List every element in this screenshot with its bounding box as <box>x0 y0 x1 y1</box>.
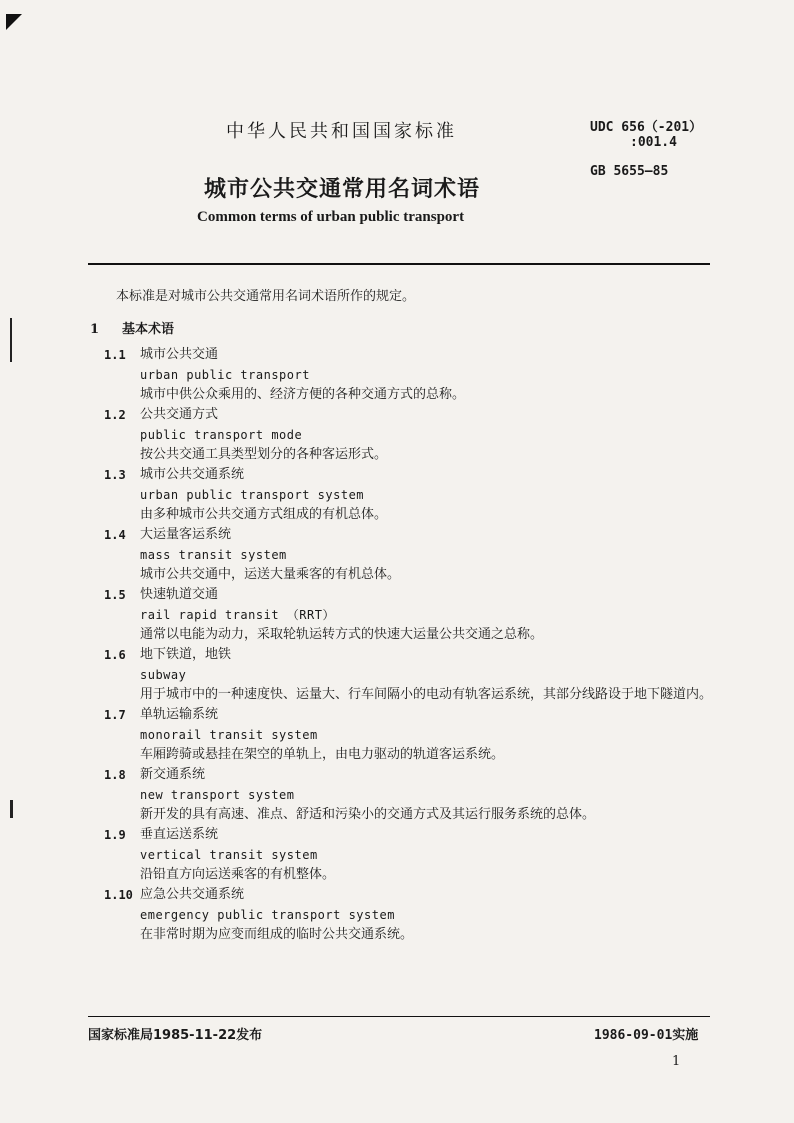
margin-mark <box>10 318 12 362</box>
section-number: 1 <box>90 322 100 337</box>
term-definition: 用于城市中的一种速度快、运量大、行车间隔小的电动有轨客运系统，其部分线路设于地下隧道内。 <box>140 687 713 702</box>
term-cn: 垂直运送系统 <box>140 827 219 842</box>
term-definition: 由多种城市公共交通方式组成的有机总体。 <box>140 507 388 522</box>
term-en: rail rapid transit （RRT） <box>140 608 335 622</box>
term-number: 1.10 <box>104 888 133 902</box>
national-standard-heading: 中华人民共和国国家标准 <box>226 121 457 142</box>
effective-date: 1986-09-01实施 <box>594 1028 699 1043</box>
term-cn: 快速轨道交通 <box>140 587 219 602</box>
term-number: 1.2 <box>104 408 126 422</box>
udc-line-1: UDC 656（-201） <box>590 120 703 135</box>
term-cn: 应急公共交通系统 <box>140 887 245 902</box>
term-number: 1.8 <box>104 768 126 782</box>
term-entry <box>104 645 714 705</box>
section-title: 基本术语 <box>122 322 175 337</box>
term-definition: 沿铅直方向运送乘客的有机整体。 <box>140 867 336 882</box>
term-cn: 城市公共交通系统 <box>140 467 245 482</box>
term-entry <box>104 825 714 885</box>
term-number: 1.6 <box>104 648 126 662</box>
page-number: 1 <box>672 1054 681 1069</box>
term-cn: 城市公共交通 <box>140 347 219 362</box>
term-number: 1.7 <box>104 708 126 722</box>
term-definition: 新开发的具有高速、准点、舒适和污染小的交通方式及其运行服务系统的总体。 <box>140 807 596 822</box>
term-number: 1.3 <box>104 468 126 482</box>
term-entry <box>104 705 714 765</box>
term-entry <box>104 885 714 945</box>
issue-date: 国家标准局1985-11-22发布 <box>88 1028 263 1043</box>
gb-number: GB 5655—85 <box>590 164 669 179</box>
intro-paragraph: 本标准是对城市公共交通常用名词术语所作的规定。 <box>116 289 416 304</box>
term-cn: 地下铁道，地铁 <box>140 647 232 662</box>
term-en: urban public transport <box>140 368 310 382</box>
document-title-en: Common terms of urban public transport <box>197 209 465 225</box>
udc-line-2: :001.4 <box>630 135 677 150</box>
term-entry <box>104 405 714 465</box>
term-en: vertical transit system <box>140 848 318 862</box>
term-definition: 在非常时期为应变而组成的临时公共交通系统。 <box>140 927 414 942</box>
term-cn: 单轨运输系统 <box>140 707 219 722</box>
term-en: mass transit system <box>140 548 287 562</box>
term-en: urban public transport system <box>140 488 365 502</box>
term-entry <box>104 765 714 825</box>
term-en: monorail transit system <box>140 728 318 742</box>
section-heading <box>90 318 174 337</box>
term-entry <box>104 345 714 405</box>
udc-code <box>590 120 702 150</box>
term-en: subway <box>140 668 187 682</box>
term-definition: 按公共交通工具类型划分的各种客运形式。 <box>140 447 388 462</box>
terms-list <box>104 345 714 945</box>
term-en: new transport system <box>140 788 295 802</box>
term-cn: 公共交通方式 <box>140 407 219 422</box>
term-definition: 通常以电能为动力，采取轮轨运转方式的快速大运量公共交通之总称。 <box>140 627 544 642</box>
term-entry <box>104 525 714 585</box>
term-entry <box>104 585 714 645</box>
term-definition: 城市中供公众乘用的、经济方便的各种交通方式的总称。 <box>140 387 466 402</box>
term-definition: 车厢跨骑或悬挂在架空的单轨上，由电力驱动的轨道客运系统。 <box>140 747 505 762</box>
corner-registration-mark <box>6 14 22 30</box>
term-number: 1.5 <box>104 588 126 602</box>
header-divider <box>88 263 710 265</box>
footer-divider <box>88 1016 710 1017</box>
term-cn: 新交通系统 <box>140 767 206 782</box>
term-en: public transport mode <box>140 428 303 442</box>
margin-mark <box>10 800 13 818</box>
term-definition: 城市公共交通中，运送大量乘客的有机总体。 <box>140 567 401 582</box>
term-en: emergency public transport system <box>140 908 395 922</box>
term-number: 1.1 <box>104 348 126 362</box>
term-cn: 大运量客运系统 <box>140 527 232 542</box>
term-number: 1.4 <box>104 528 126 542</box>
term-number: 1.9 <box>104 828 126 842</box>
document-title-cn: 城市公共交通常用名词术语 <box>204 177 481 202</box>
term-entry <box>104 465 714 525</box>
